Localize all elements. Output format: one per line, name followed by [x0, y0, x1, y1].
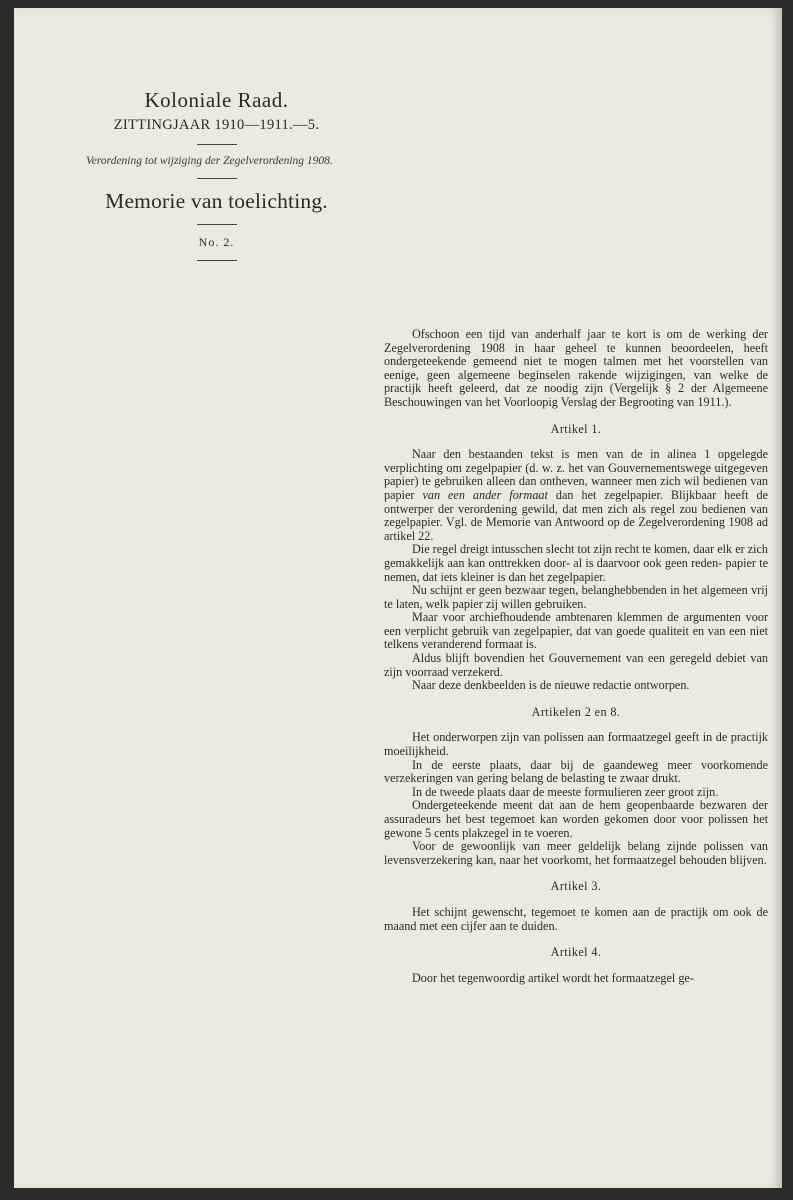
- paragraph: Voor de gewoonlijk van meer geldelijk belang zijnde polissen van levensverzekering kan, naar het voorkomt, het formaatzegel behouden blijven.: [384, 839, 768, 867]
- session-line: ZITTINGJAAR 1910—1911.—5.: [113, 117, 320, 133]
- paragraph: [384, 448, 768, 543]
- divider: [197, 144, 237, 145]
- divider: [197, 178, 237, 179]
- document-header: [84, 88, 349, 271]
- paragraph-emphasis: van een ander formaat: [422, 487, 548, 502]
- paragraph: Naar deze denkbeelden is de nieuwe redactie ontworpen.: [412, 678, 690, 693]
- document-body: [384, 328, 768, 985]
- intro-paragraph: Ofschoon een tijd van anderhalf jaar te kort is om de werking der Zegelverordening 1908 in haar geheel te kunnen beoordeelen, heeft ondergeteekende gemeend niet te mogen talmen met het voorstellen van eenige, geen algemeene beginselen rakende wijzigingen, van welke de practijk heeft geleerd, dat ze noodig zijn (Vergelijk § 2 der Algemeene Beschouwingen van het Voorloopig Verslag der Begrooting van 1911.).: [384, 327, 768, 409]
- document-subtitle: Verordening tot wijziging der Zegelverordening 1908.: [86, 155, 333, 167]
- memorie-heading: Memorie van toelichting.: [105, 189, 328, 213]
- paragraph: Ondergeteekende meent dat aan de hem geopenbaarde bezwaren der assuradeurs het best tegemoet kan worden gekomen door voor polissen het gewone 5 cents plakzegel in te voeren.: [384, 798, 768, 840]
- document-title: Koloniale Raad.: [144, 88, 289, 112]
- document-number: No. 2.: [198, 235, 235, 249]
- paragraph: Aldus blijft bovendien het Gouvernement van een geregeld debiet van zijn voorraad verzekerd.: [384, 651, 768, 679]
- article-heading: Artikel 4.: [550, 945, 602, 960]
- article-heading: Artikel 1.: [550, 421, 602, 436]
- page-edge-shadow: [772, 8, 782, 1188]
- paragraph-text: dan het zegelpapier. Blijkbaar heeft de ontwerper der verordening gewild, dat men zich als regel zou bedienen van zegelpapier. Vgl. de Memorie van Antwoord op de Zegelverordening 1908 ad artikel 22.: [384, 487, 769, 543]
- paragraph: Nu schijnt er geen bezwaar tegen, belanghebbenden in het algemeen vrij te laten, welk papier zij willen gebruiken.: [384, 583, 768, 611]
- paragraph: Die regel dreigt intusschen slecht tot zijn recht te komen, daar elk er zich gemakkelijk aan kan onttrekken door- al is daarvoor ook geen reden- papier te nemen, dat iets kleiner is dan het zegelpapier.: [384, 542, 769, 584]
- article-heading: Artikel 3.: [550, 879, 602, 894]
- paragraph: Maar voor archiefhoudende ambtenaren klemmen de argumenten voor een verplicht gebruik van zegelpapier, dat van goede qualiteit en van een niet telkens veranderend formaat is.: [384, 610, 768, 652]
- paragraph-text: Naar den bestaanden tekst is men van de in alinea 1 opgelegde verplichting om zegelpapier (d. w. z. het van Gouvernementswege uitgegeven papier) te gebruiken alleen dan ontheven, wanneer men zich wil bedienen van papier: [384, 447, 768, 502]
- divider: [197, 224, 237, 225]
- paragraph: In de eerste plaats, daar bij de gaandeweg meer voorkomende verzekeringen van gering belang de belasting te zwaar drukt.: [384, 757, 768, 786]
- paragraph: In de tweede plaats daar de meeste formulieren zeer groot zijn.: [412, 784, 719, 799]
- divider: [197, 260, 237, 261]
- paragraph: Het onderworpen zijn van polissen aan formaatzegel geeft in de practijk moeilijkheid.: [384, 730, 768, 759]
- paragraph: Door het tegenwoordig artikel wordt het formaatzegel ge-: [412, 970, 694, 985]
- article-heading: Artikelen 2 en 8.: [531, 704, 621, 719]
- document-page: [14, 8, 782, 1188]
- paragraph: Het schijnt gewenscht, tegemoet te komen aan de practijk om ook de maand met een cijfer aan te duiden.: [384, 904, 768, 933]
